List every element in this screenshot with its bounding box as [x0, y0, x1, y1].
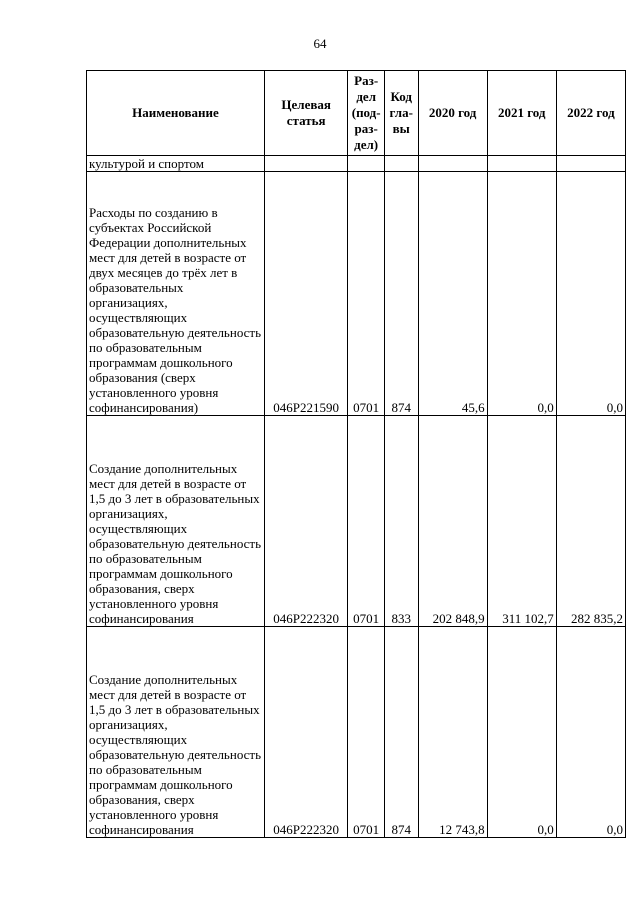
- row-target-cell: 046P222320: [264, 416, 347, 627]
- table-row: [87, 416, 626, 627]
- row-chapter-cell: 874: [384, 627, 418, 838]
- header-year-2020: 2020 год: [418, 71, 487, 156]
- empty-cell: [556, 156, 625, 172]
- table-header-row: [87, 71, 626, 156]
- header-year-2022: 2022 год: [556, 71, 625, 156]
- header-year-2021: 2021 год: [487, 71, 556, 156]
- row-target-cell: 046P221590: [264, 172, 347, 416]
- header-target-article: Целевая статья: [264, 71, 347, 156]
- row-2020-cell: 12 743,8: [418, 627, 487, 838]
- row-section-cell: 0701: [348, 172, 385, 416]
- row-section-cell: 0701: [348, 416, 385, 627]
- row-name-cell: Создание дополнительных мест для детей в возрасте от 1,5 до 3 лет в образовательных организациях, осуществляющих образовательную деятельность по образовательным программам дошкольного образования, сверх установленного уровня софинансирования: [87, 627, 265, 838]
- empty-cell: [418, 156, 487, 172]
- row-target-cell: 046P222320: [264, 627, 347, 838]
- header-chapter-code: Код гла- вы: [384, 71, 418, 156]
- table-row-continuation: [87, 156, 626, 172]
- empty-cell: [348, 156, 385, 172]
- row-section-cell: 0701: [348, 627, 385, 838]
- row-2022-cell: 0,0: [556, 172, 625, 416]
- row-chapter-cell: 833: [384, 416, 418, 627]
- row-2022-cell: 282 835,2: [556, 416, 625, 627]
- row-2020-cell: 45,6: [418, 172, 487, 416]
- table-row: [87, 627, 626, 838]
- budget-table: [86, 70, 626, 838]
- row-2022-cell: 0,0: [556, 627, 625, 838]
- row-2020-cell: 202 848,9: [418, 416, 487, 627]
- page-number: 64: [313, 36, 327, 51]
- header-name: Наименование: [87, 71, 265, 156]
- empty-cell: [487, 156, 556, 172]
- row-2021-cell: 0,0: [487, 172, 556, 416]
- row-name-cell: Расходы по созданию в субъектах Российской Федерации дополнительных мест для детей в возрасте от двух месяцев до трёх лет в образовательных организациях, осуществляющих образовательную деятельность по образовательным программам дошкольного образования (сверх установленного уровня софинансирования): [87, 172, 265, 416]
- header-section: Раз- дел (под- раз- дел): [348, 71, 385, 156]
- empty-cell: [264, 156, 347, 172]
- row-name-cell: Создание дополнительных мест для детей в возрасте от 1,5 до 3 лет в образовательных организациях, осуществляющих образовательную деятельность по образовательным программам дошкольного образования, сверх установленного уровня софинансирования: [87, 416, 265, 627]
- row-2021-cell: 311 102,7: [487, 416, 556, 627]
- row-2021-cell: 0,0: [487, 627, 556, 838]
- row-chapter-cell: 874: [384, 172, 418, 416]
- empty-cell: [384, 156, 418, 172]
- table-row: [87, 172, 626, 416]
- continuation-cell: культурой и спортом: [87, 156, 265, 172]
